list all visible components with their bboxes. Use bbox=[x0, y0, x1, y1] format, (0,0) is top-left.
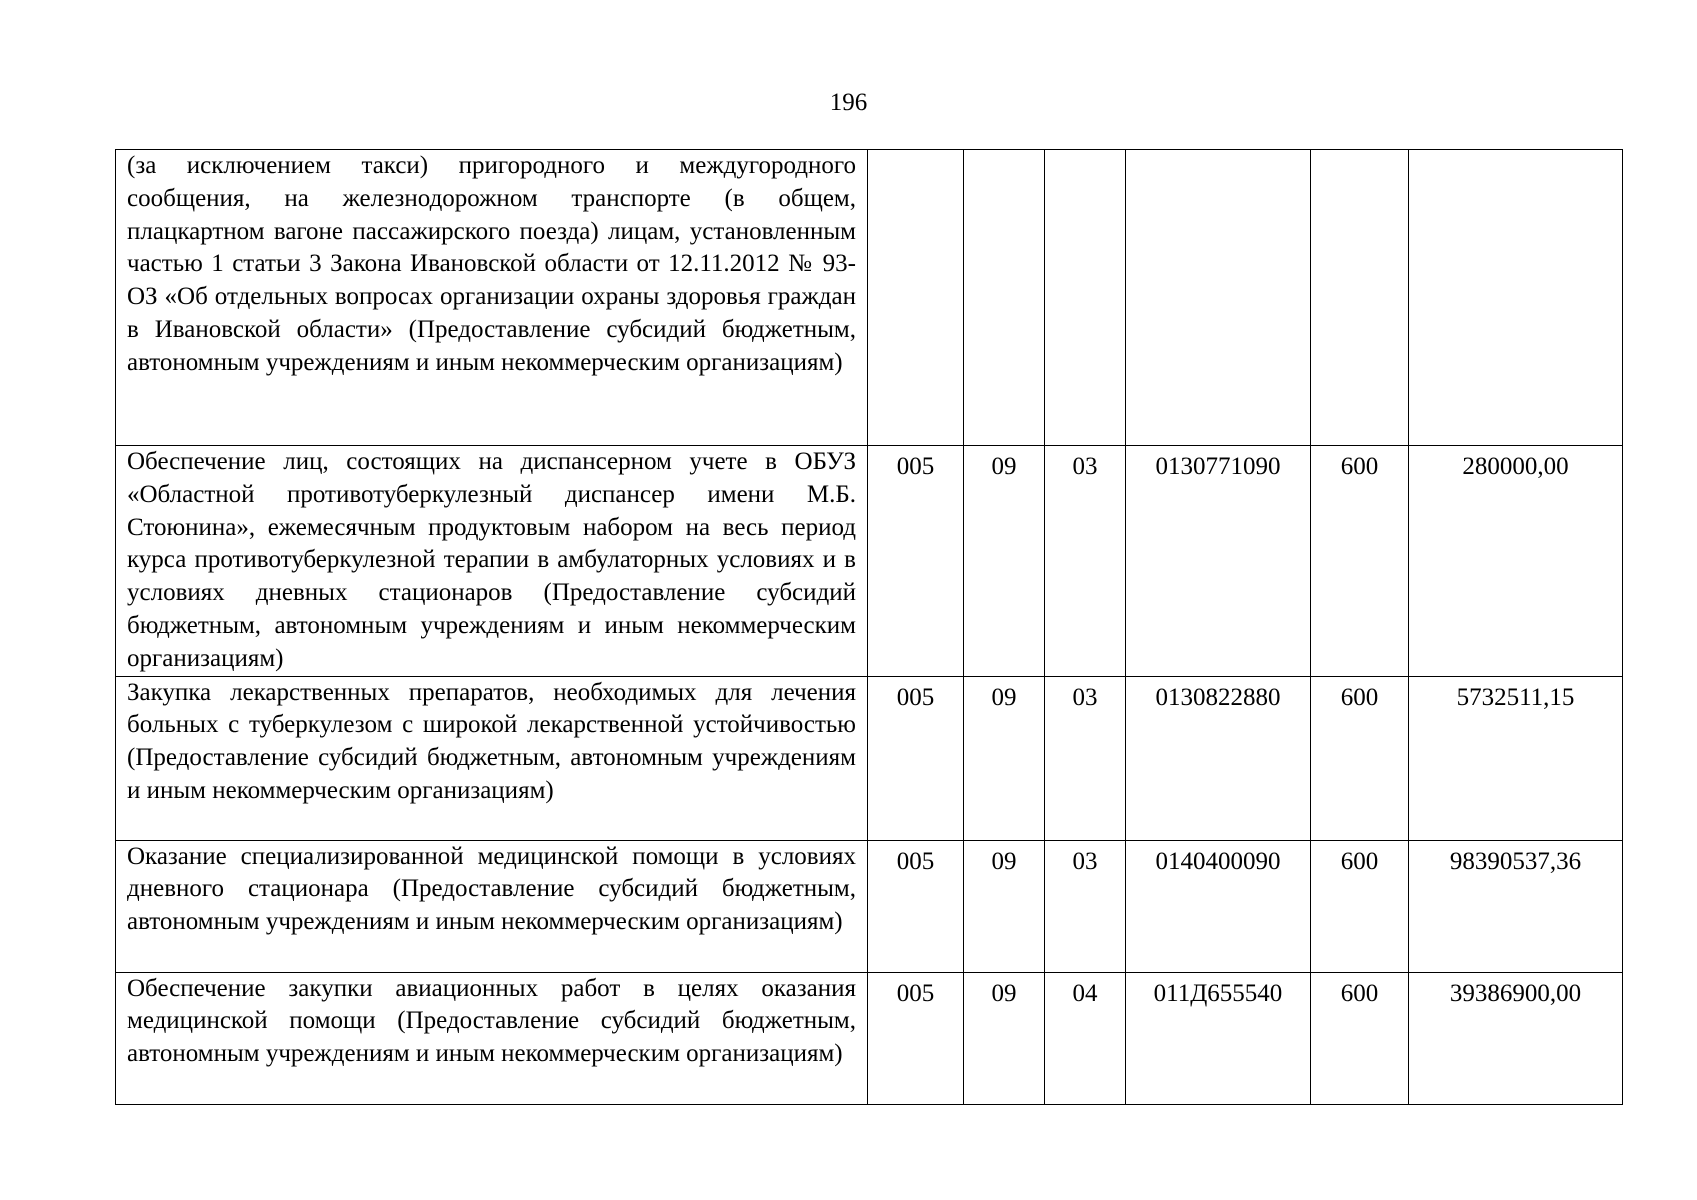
expense-type-code: 600 bbox=[1311, 840, 1409, 972]
row-description: Обеспечение закупки авиационных работ в целях оказания медицинской помощи (Предоставление субсидий бюджетным, автономным учреждениям и иным некоммерческим организациям) bbox=[116, 972, 868, 1104]
section-code: 09 bbox=[964, 972, 1045, 1104]
page-number: 196 bbox=[829, 89, 868, 116]
expense-type-code: 600 bbox=[1311, 972, 1409, 1104]
budget-table bbox=[115, 149, 1623, 1105]
section-code: 09 bbox=[964, 676, 1045, 840]
admin-code: 005 bbox=[868, 676, 964, 840]
admin-code: 005 bbox=[868, 840, 964, 972]
target-article-code: 011Д655540 bbox=[1126, 972, 1311, 1104]
amount: 98390537,36 bbox=[1409, 840, 1623, 972]
expense-type-code bbox=[1311, 150, 1409, 446]
admin-code bbox=[868, 150, 964, 446]
row-description: (за исключением такси) пригородного и междугородного сообщения, на железнодорожном транспорте (в общем, плацкартном вагоне пассажирского поезда) лицам, установленным частью 1 статьи 3 Закона Ивановской области от 12.11.2012 № 93-ОЗ «Об отдельных вопросах организации охраны здоровья граждан в Ивановской области» (Предоставление субсидий бюджетным, автономным учреждениям и иным некоммерческим организациям) bbox=[116, 150, 868, 446]
section-code: 09 bbox=[964, 446, 1045, 677]
amount: 280000,00 bbox=[1409, 446, 1623, 677]
subsection-code: 03 bbox=[1045, 676, 1126, 840]
expense-type-code: 600 bbox=[1311, 446, 1409, 677]
table-row bbox=[116, 676, 1623, 840]
section-code: 09 bbox=[964, 840, 1045, 972]
subsection-code: 04 bbox=[1045, 972, 1126, 1104]
row-description: Закупка лекарственных препаратов, необходимых для лечения больных с туберкулезом с широкой лекарственной устойчивостью (Предоставление субсидий бюджетным, автономным учреждениям и иным некоммерческим организациям) bbox=[116, 676, 868, 840]
target-article-code: 0130822880 bbox=[1126, 676, 1311, 840]
table-row bbox=[116, 446, 1623, 677]
row-description: Оказание специализированной медицинской помощи в условиях дневного стационара (Предоставление субсидий бюджетным, автономным учреждениям и иным некоммерческим организациям) bbox=[116, 840, 868, 972]
admin-code: 005 bbox=[868, 446, 964, 677]
table-row bbox=[116, 150, 1623, 446]
subsection-code bbox=[1045, 150, 1126, 446]
section-code bbox=[964, 150, 1045, 446]
subsection-code: 03 bbox=[1045, 840, 1126, 972]
amount: 5732511,15 bbox=[1409, 676, 1623, 840]
amount bbox=[1409, 150, 1623, 446]
target-article-code bbox=[1126, 150, 1311, 446]
amount: 39386900,00 bbox=[1409, 972, 1623, 1104]
target-article-code: 0140400090 bbox=[1126, 840, 1311, 972]
table-row bbox=[116, 840, 1623, 972]
row-description: Обеспечение лиц, состоящих на диспансерном учете в ОБУЗ «Областной противотуберкулезный диспансер имени М.Б. Стоюнина», ежемесячным продуктовым набором на весь период курса противотуберкулезной терапии в амбулаторных условиях и в условиях дневных стационаров (Предоставление субсидий бюджетным, автономным учреждениям и иным некоммерческим организациям) bbox=[116, 446, 868, 677]
admin-code: 005 bbox=[868, 972, 964, 1104]
target-article-code: 0130771090 bbox=[1126, 446, 1311, 677]
expense-type-code: 600 bbox=[1311, 676, 1409, 840]
table-row bbox=[116, 972, 1623, 1104]
subsection-code: 03 bbox=[1045, 446, 1126, 677]
